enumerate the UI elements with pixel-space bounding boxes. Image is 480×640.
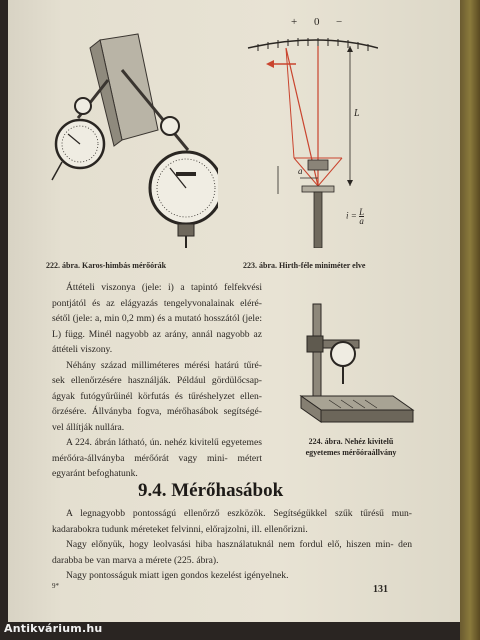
paragraph-stand bbox=[52, 435, 262, 482]
watermark: Antikvárium.hu bbox=[4, 622, 103, 635]
text-line: Áttételi viszonya (jele: i) a tapintó felfekvési bbox=[66, 282, 262, 293]
figure-224-caption-line1: 224. ábra. Nehéz kivitelű bbox=[308, 437, 394, 446]
paragraph-precision bbox=[52, 506, 412, 537]
formula-fraction bbox=[359, 208, 364, 225]
text-line: (jele: L) függ. Minél nagyobb az arány, annál bbox=[52, 313, 262, 340]
paragraph-handling bbox=[52, 568, 412, 584]
scale-zero-label: 0 bbox=[314, 16, 320, 28]
book-page bbox=[8, 0, 460, 622]
length-L-label: L bbox=[354, 108, 360, 119]
ratio-formula bbox=[346, 208, 364, 225]
section-text bbox=[52, 506, 412, 584]
figure-224-indicator-stand bbox=[293, 300, 423, 430]
paragraph-usage bbox=[52, 358, 262, 436]
scale-plus-label: + bbox=[291, 16, 298, 28]
text-line: nagyobb az áttételi viszony. bbox=[52, 328, 262, 355]
formula-i: i = bbox=[346, 210, 357, 221]
figure-224-caption bbox=[276, 436, 426, 458]
text-line: métert egyaránt befoghatunk. bbox=[52, 452, 262, 479]
text-line: Nagy előnyük, hogy leolvasási hiba használatuknál nem fordul elő, hiszen min- bbox=[66, 539, 394, 550]
figure-222-dial-indicators bbox=[38, 30, 218, 250]
formula-denominator: a bbox=[359, 216, 364, 226]
text-line: Nagy pontosságuk miatt igen gondos kezelést igényelnek. bbox=[66, 570, 289, 581]
text-line: egyetemes mérőóra-állványba mérőórát vagy mini- bbox=[52, 437, 263, 464]
scale-minus-label: − bbox=[336, 16, 343, 28]
text-line: őrzésére. Állványba fogva, mérőhasábok segítségé- bbox=[52, 406, 262, 417]
text-line: sétől (jele: a, min 0,2 mm) és a mutató hosszától bbox=[52, 313, 240, 324]
text-line: pontjától és az elágyazás tengelyvonalainak eléré- bbox=[52, 297, 262, 309]
book-spine bbox=[460, 0, 480, 640]
text-line: kadarabokra tudunk méreteket felvinni, előrajzolni, ill. ellenőrizni. bbox=[52, 523, 308, 535]
text-line: A legnagyobb pontosságú ellenőrző eszközök. Segítségükkel szűk tűrésű mun- bbox=[66, 508, 412, 519]
text-line: Néhány század milliméteres mérési határú tűré- bbox=[66, 359, 262, 371]
formula-numerator: L bbox=[359, 207, 365, 217]
printer-signature: 9* bbox=[52, 582, 59, 590]
text-line: A 224. ábrán látható, ún. nehéz kivitelű bbox=[66, 437, 219, 448]
text-line: den darabba be van marva a mérete (225. ábra). bbox=[52, 539, 412, 566]
section-heading: 9.4. Mérőhasábok bbox=[138, 480, 284, 501]
figure-224-caption-line2: egyetemes mérőóraállvány bbox=[305, 448, 397, 457]
text-line: vel állítják nullára. bbox=[52, 421, 125, 433]
text-line: ágyak futógyűrűinél körfutás és tűréshelyzet ellen- bbox=[52, 390, 262, 402]
body-text-column bbox=[52, 280, 262, 482]
paragraph-ratio bbox=[52, 280, 262, 358]
page-number: 131 bbox=[373, 584, 388, 595]
figure-223-caption: 223. ábra. Hirth-féle miniméter elve bbox=[243, 261, 366, 270]
paragraph-advantage bbox=[52, 537, 412, 568]
figure-222-caption: 222. ábra. Karos-himbás mérőórák bbox=[46, 261, 167, 270]
distance-a-label: a bbox=[298, 166, 303, 176]
text-line: sek ellenőrzésére használják. Például gördülőcsap- bbox=[52, 375, 262, 386]
